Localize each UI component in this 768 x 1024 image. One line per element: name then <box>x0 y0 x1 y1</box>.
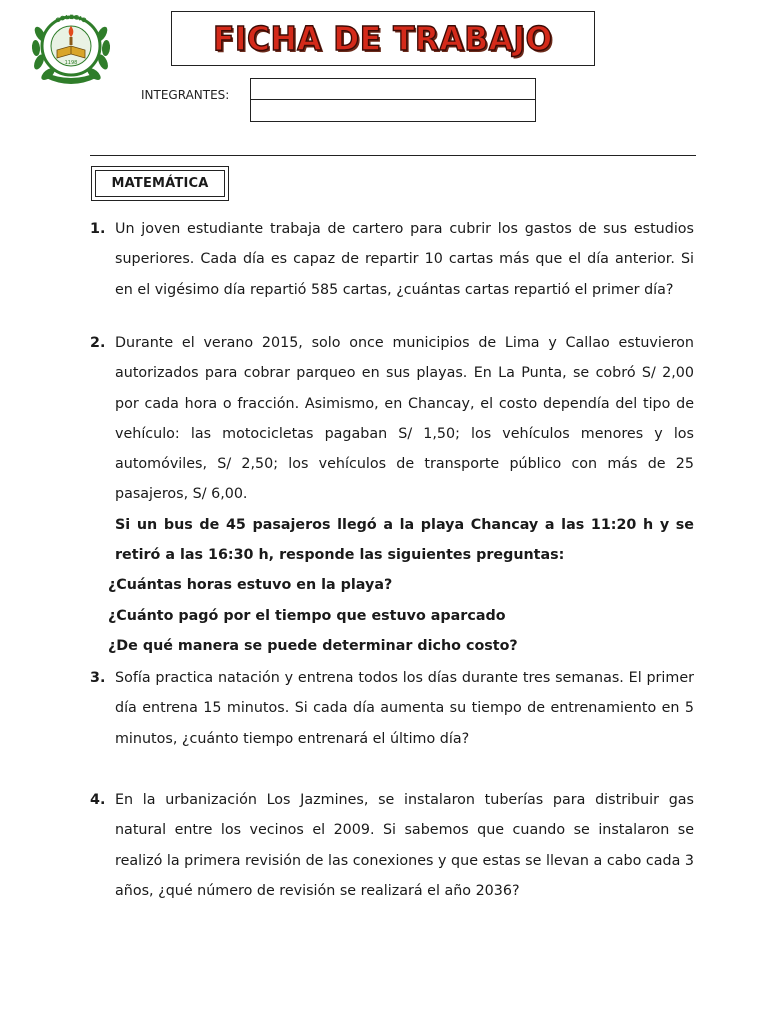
integrantes-fields <box>250 78 536 122</box>
problem-4 <box>90 785 694 906</box>
page-title: FICHA DE TRABAJO <box>213 19 553 58</box>
problem-text: En la urbanización Los Jazmines, se instalaron tuberías para distribuir gas natural entre los vecinos el 2009. Si sabemos que cuando se instalaron se realizó la primera revisión de las conexiones y que estas se llevan a cabo cada 3 años, ¿qué número de revisión se realizará el año 2036? <box>115 792 694 899</box>
integrantes-label: INTEGRANTES: <box>141 88 230 102</box>
divider <box>90 155 696 156</box>
problem-text: Durante el verano 2015, solo once municipios de Lima y Callao estuvieron autorizados para cobrar parqueo en sus playas. En La Punta, se cobró S/ 2,00 por cada hora o fracción. Asimismo, en Chancay, el costo dependía del tipo de vehículo: las motocicletas pagaban S/ 1,50; los vehículos menores y los automóviles, S/ 2,50; los vehículos de transporte público con más de 25 pasajeros, S/ 6,00. <box>115 335 694 503</box>
problem-2 <box>90 328 694 661</box>
question-item: ¿Cuántas horas estuvo en la playa? <box>108 577 393 594</box>
problem-number: 3. <box>90 670 106 686</box>
problem-number: 1. <box>90 221 106 237</box>
problem-text: Sofía practica natación y entrena todos los días durante tres semanas. El primer día entrena 15 minutos. Si cada día aumenta su tiempo de entrenamiento en 5 minutos, ¿cuánto tiempo entrenará el último día? <box>115 670 694 747</box>
problem-text: Un joven estudiante trabaja de cartero para cubrir los gastos de sus estudios superiores. Cada día es capaz de repartir 10 cartas más que el día anterior. Si en el vigésimo día repartió 585 cartas, ¿cuántas cartas repartió el primer día? <box>115 221 694 298</box>
problem-highlight: Si un bus de 45 pasajeros llegó a la playa Chancay a las 11:20 h y se retiró a las 16:30 h, responde las siguientes preguntas: <box>115 516 694 564</box>
subject-box <box>91 166 229 201</box>
question-item: ¿Cuánto pagó por el tiempo que estuvo aparcado <box>108 607 506 624</box>
problem-number: 2. <box>90 335 106 351</box>
question-item: ¿De qué manera se puede determinar dicho costo? <box>108 637 518 654</box>
problem-1 <box>90 214 694 305</box>
integrante-field-1[interactable] <box>250 78 536 100</box>
school-seal-logo <box>30 4 112 88</box>
problem-3 <box>90 663 694 754</box>
svg-text:COLEGIO: COLEGIO <box>54 13 88 25</box>
integrante-field-2[interactable] <box>250 100 536 122</box>
problem-number: 4. <box>90 792 106 808</box>
title-box <box>171 11 595 66</box>
subject-label: MATEMÁTICA <box>95 170 225 197</box>
svg-text:1198: 1198 <box>64 60 78 66</box>
question-list <box>108 570 694 661</box>
